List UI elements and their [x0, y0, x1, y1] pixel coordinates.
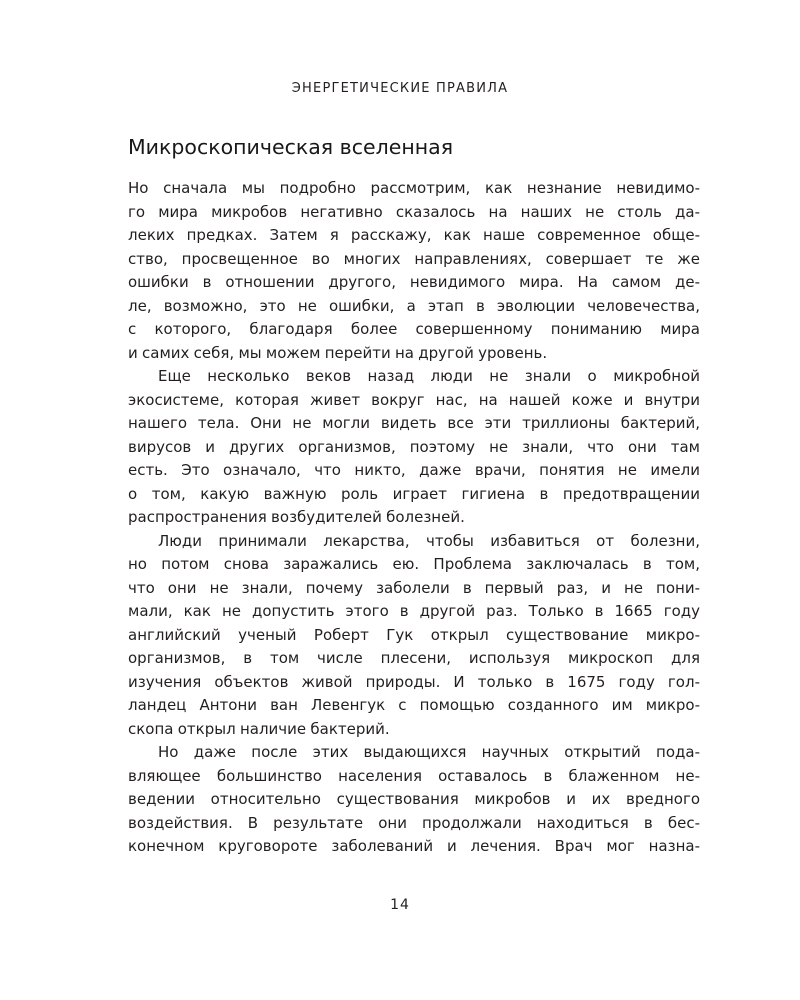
text-line: английский ученый Роберт Гук открыл существование микро- — [128, 625, 700, 644]
body-text — [128, 177, 700, 859]
text-line: мали, как не допустить этого в другой раз. Только в 1665 году — [128, 602, 700, 620]
text-line: что они не знали, почему заболели в первый раз, и не пони- — [128, 578, 700, 597]
text-line: с которого, благодаря более совершенному пониманию мира — [128, 320, 700, 338]
text-line: но потом снова заражались ею. Проблема заключалась в том, — [128, 555, 700, 573]
text-line: ле, возможно, это не ошибки, а этап в эволюции человечества, — [128, 296, 700, 315]
text-line: и самих себя, мы можем перейти на другой уровень. — [128, 343, 548, 362]
text-line: го мира микробов негативно сказалось на наших не столь да- — [128, 202, 700, 221]
section-title: Микроскопическая вселенная — [128, 135, 454, 159]
text-line: изучения объектов живой природы. И только в 1675 году гол- — [128, 672, 700, 691]
text-line: скопа открыл наличие бактерий. — [128, 719, 390, 738]
text-line: Люди принимали лекарства, чтобы избавиться от болезни, — [158, 531, 700, 550]
text-line: распространения возбудителей болезней. — [128, 508, 465, 526]
running-head: ЭНЕРГЕТИЧЕСКИЕ ПРАВИЛА — [291, 81, 509, 96]
text-line: леких предках. Затем я расскажу, как наше современное обще- — [128, 226, 700, 244]
text-line: конечном круговороте заболеваний и лечения. Врач мог назна- — [128, 837, 700, 855]
text-line: вляющее большинство населения оставалось в блаженном не- — [128, 766, 700, 785]
page-number: 14 — [390, 897, 410, 913]
text-line: ведении относительно существования микробов и их вредного — [128, 790, 700, 808]
text-line: ство, просвещенное во многих направлениях, совершает те же — [128, 249, 700, 268]
text-line: ландец Антони ван Левенгук с помощью созданного им микро- — [128, 696, 700, 714]
text-line: воздействия. В результате они продолжали находиться в бес- — [128, 813, 700, 832]
text-line: есть. Это означало, что никто, даже врачи, понятия не имели — [128, 461, 700, 479]
text-line: Но сначала мы подробно рассмотрим, как незнание невидимо- — [128, 179, 700, 197]
text-line: о том, какую важную роль играет гигиена в предотвращении — [128, 484, 700, 503]
text-line: вирусов и других организмов, поэтому не знали, что они там — [128, 437, 700, 456]
text-line: нашего тела. Они не могли видеть все эти триллионы бактерий, — [128, 414, 700, 432]
text-line: Но даже после этих выдающихся научных открытий пода- — [158, 743, 700, 761]
text-line: Еще несколько веков назад люди не знали о микробной — [158, 367, 700, 385]
text-line: экосистеме, которая живет вокруг нас, на нашей коже и внутри — [128, 390, 700, 409]
text-line: организмов, в том числе плесени, используя микроскоп для — [128, 649, 700, 667]
text-line: ошибки в отношении другого, невидимого мира. На самом де- — [128, 273, 700, 291]
